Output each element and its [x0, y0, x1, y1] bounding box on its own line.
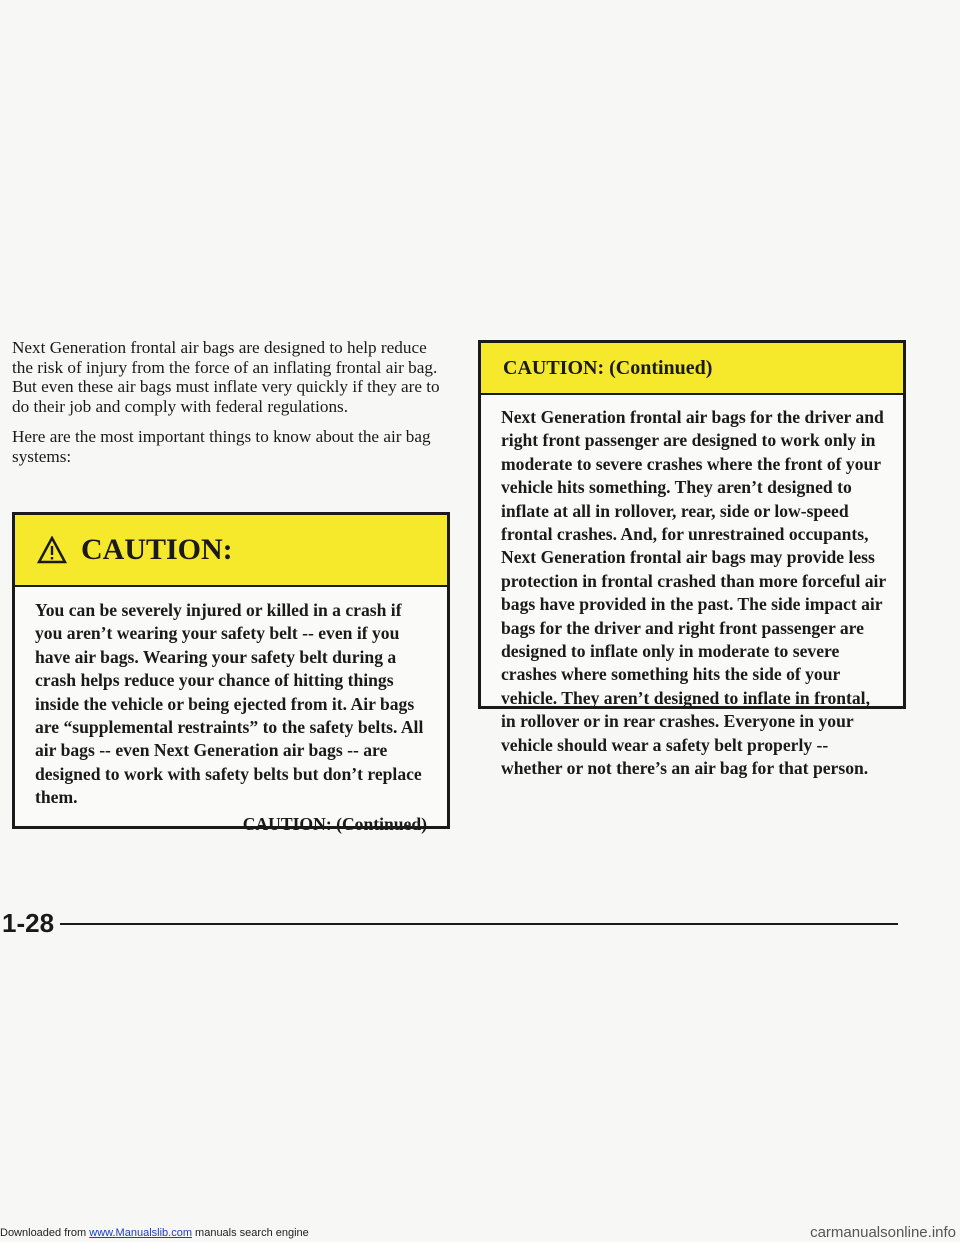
intro-paragraph-1: Next Generation frontal air bags are designed to help reduce the risk of injury from the force of an inflating frontal air bag. But even these air bags must inflate very quickly if they are to do their job and comply with federal regulations.: [12, 338, 440, 416]
manualslib-link[interactable]: www.Manualslib.com: [89, 1227, 192, 1239]
watermark-text: carmanualsonline.info: [810, 1224, 956, 1241]
intro-section: [12, 338, 450, 477]
caution-header-right: CAUTION: (Continued): [481, 343, 903, 395]
caution-body-left: You can be severely injured or killed in a crash if you aren’t wearing your safety belt -- even if you have air bags. Wearing your safety belt during a crash helps reduce your chance of hitting things inside the vehicle or being ejected from it. Air bags are “supplemental restraints” to the safety belts. All air bags -- even Next Generation air bags -- are designed to work with safety belts but don’t replace them.: [35, 600, 424, 808]
caution-header-left: [15, 515, 447, 587]
footer-prefix: Downloaded from: [0, 1227, 90, 1239]
footer-suffix: manuals search engine: [191, 1227, 309, 1239]
caution-body-right: Next Generation frontal air bags for the driver and right front passenger are designed to work only in moderate to severe crashes where the front of your vehicle hits something. They aren’t designed to inflate at all in rollover, rear, side or low-speed frontal crashes. And, for unrestrained occupants, Next Generation frontal air bags may provide less protection in frontal crashed than more forceful air bags have provided in the past. The side impact air bags for the driver and right front passenger are designed to inflate only in moderate to severe crashes where something hits the side of your vehicle. They aren’t designed to inflate in frontal, in rollover or in rear crashes. Everyone in your vehicle should wear a safety belt properly -- whether or not there’s an air bag for that person.: [501, 407, 886, 779]
page-number: 1-28: [2, 908, 55, 938]
page-rule-divider: [60, 923, 898, 925]
caution-box-right: [478, 340, 906, 779]
caution-title: CAUTION:: [81, 533, 233, 566]
warning-triangle-icon: [37, 536, 67, 564]
download-footer: [0, 1227, 309, 1239]
caution-continued-label: CAUTION: (Continued): [242, 813, 427, 834]
caution-box-left: [12, 512, 450, 834]
intro-paragraph-2: Here are the most important things to know about the air bag systems:: [12, 427, 431, 466]
